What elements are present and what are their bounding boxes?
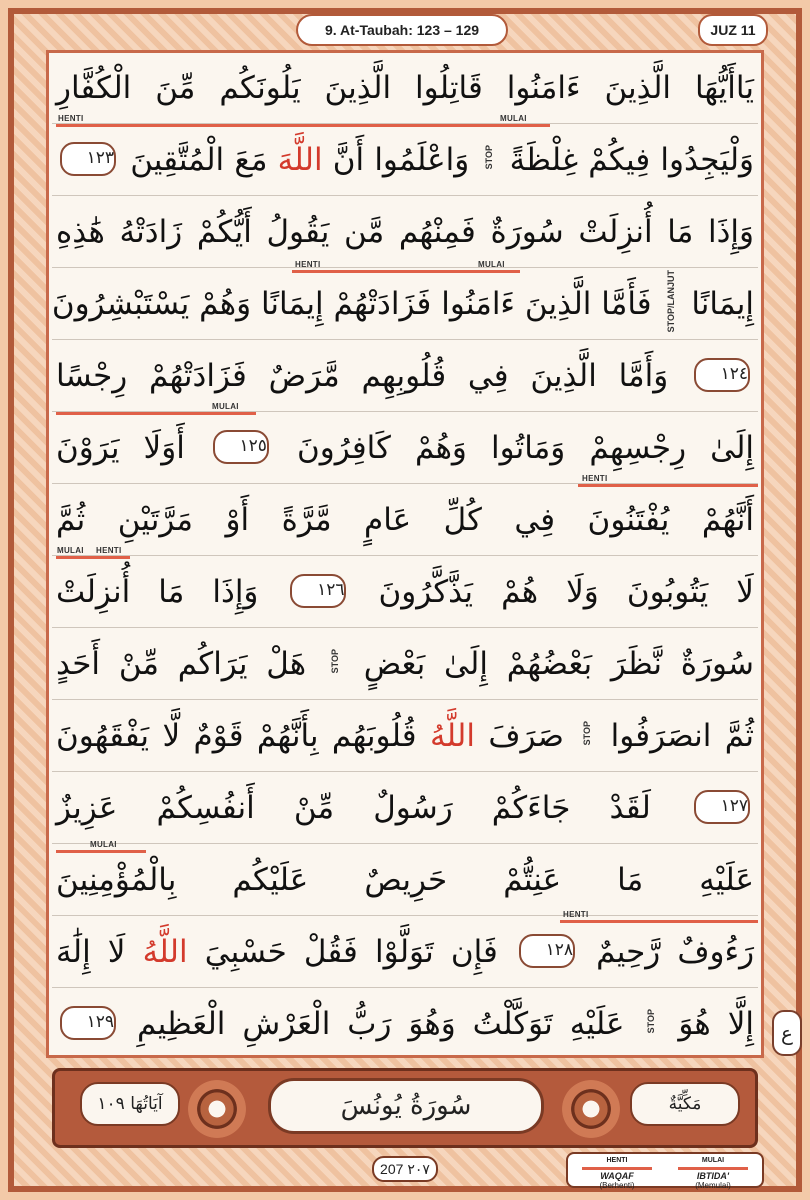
quran-line-7	[52, 484, 758, 556]
legend-henti-tag: HENTI	[606, 1157, 628, 1164]
waqf-mulai-label: MULAI	[500, 114, 527, 123]
juz-indicator: JUZ 11	[698, 14, 768, 46]
divine-name: اللَّهَ	[277, 142, 323, 178]
verse-text: مَعَ الْمُتَّقِينَ	[130, 142, 268, 178]
waqf-range-bar	[56, 850, 146, 853]
waqf-range-bar	[120, 124, 550, 127]
verse-text: فَأَمَّا الَّذِينَ ءَامَنُوا فَزَادَتْهُمْ إِيمَانًا وَهُمْ يَسْتَبْشِرُونَ	[52, 286, 652, 322]
stop-lanjut-mark: STOP/LANJUT	[666, 270, 677, 333]
quran-line-3	[52, 196, 758, 268]
stop-mark: STOP	[646, 1009, 657, 1034]
quran-line-5	[52, 340, 758, 412]
waqf-mulai-label: MULAI	[212, 402, 239, 411]
verse-text: عَلَيْهِ مَا عَنِتُّمْ حَرِيصٌ عَلَيْكُم بِالْمُؤْمِنِينَ	[56, 862, 754, 898]
legend-ibtida	[668, 1156, 758, 1191]
page-number-arabic: ٢٠٧	[407, 1160, 430, 1177]
waqf-range-bar	[56, 412, 256, 415]
ayah-number-marker: ١٢٥	[213, 430, 269, 464]
waqf-mulai-label: MULAI	[57, 546, 84, 555]
ayah-number-marker: ١٢٧	[694, 790, 750, 824]
quran-line-1	[52, 52, 758, 124]
divine-name: اللَّهُ	[142, 934, 188, 970]
verse-text: وَإِذَا مَا أُنزِلَتْ سُورَةٌ فَمِنْهُم مَّن يَقُولُ أَيُّكُمْ زَادَتْهُ هَٰذِهِ	[56, 214, 754, 250]
verse-text: وَإِذَا مَا أُنزِلَتْ	[56, 574, 259, 610]
waqf-henti-label: HENTI	[295, 260, 321, 269]
legend-waqaf-label: WAQAF	[600, 1171, 634, 1181]
ayah-number-marker: ١٢٤	[694, 358, 750, 392]
quran-line-10	[52, 700, 758, 772]
waqf-range-bar	[578, 484, 758, 487]
quran-line-2	[52, 124, 758, 196]
ayah-number-marker: ١٢٦	[290, 574, 346, 608]
verse-text: ثُمَّ انصَرَفُوا	[610, 718, 754, 754]
ayah-number-marker: ١٢٣	[60, 142, 116, 176]
legend-berhenti-label: (Berhenti)	[599, 1181, 635, 1190]
divine-name: اللَّهُ	[429, 718, 475, 754]
quran-line-14	[52, 988, 758, 1060]
stop-mark: STOP	[484, 145, 495, 170]
verse-text: وَاعْلَمُوا أَنَّ	[332, 142, 470, 178]
verse-text: إِلَىٰ رِجْسِهِمْ وَمَاتُوا وَهُمْ كَافِرُونَ	[297, 430, 755, 466]
ayat-count: آيَاتُهَا ١٠٩	[80, 1082, 180, 1126]
quran-line-9	[52, 628, 758, 700]
waqf-henti-label: HENTI	[58, 114, 84, 123]
verse-text: قُلُوبَهُم بِأَنَّهُمْ قَوْمٌ لَّا يَفْقَهُونَ	[56, 718, 417, 754]
verse-text: أَوَلَا يَرَوْنَ	[56, 430, 185, 466]
verse-text: لَا يَتُوبُونَ وَلَا هُمْ يَذَّكَّرُونَ	[378, 574, 754, 610]
waqf-henti-label: HENTI	[96, 546, 122, 555]
quran-line-11	[52, 772, 758, 844]
waqf-henti-label: HENTI	[563, 910, 589, 919]
verse-text: عَلَيْهِ تَوَكَّلْتُ وَهُوَ رَبُّ الْعَرْشِ الْعَظِيمِ	[136, 1006, 625, 1042]
waqf-henti-bar	[56, 124, 120, 127]
legend-bar	[582, 1167, 652, 1170]
surah-revelation-type: مَكِّيَّةٌ	[630, 1082, 740, 1126]
stop-mark: STOP	[329, 649, 340, 674]
waqf-henti-label: HENTI	[582, 474, 608, 483]
legend-memulai-label: (Memulai)	[695, 1181, 731, 1190]
legend-ibtida-label: IBTIDA'	[696, 1171, 730, 1181]
page-number	[372, 1156, 438, 1182]
ruku-marker: ع	[772, 1010, 802, 1056]
waqf-mulai-label: MULAI	[90, 840, 117, 849]
verse-text: إِيمَانًا	[691, 286, 754, 322]
verse-text: وَأَمَّا الَّذِينَ فِي قُلُوبِهِم مَّرَضٌ فَزَادَتْهُمْ رِجْسًا	[56, 358, 669, 394]
page-number-latin: 207	[380, 1161, 404, 1177]
surah-title: سُورَةُ يُونُسَ	[268, 1078, 544, 1134]
verse-text: صَرَفَ	[488, 718, 564, 754]
verse-text: لَا إِلَٰهَ	[56, 934, 126, 970]
quran-line-12	[52, 844, 758, 916]
verse-text: لَقَدْ جَاءَكُمْ رَسُولٌ مِّنْ أَنفُسِكُمْ عَزِيزٌ	[56, 790, 651, 826]
verse-text: يَاأَيُّهَا الَّذِينَ ءَامَنُوا قَاتِلُوا الَّذِينَ يَلُونَكُم مِّنَ الْكُفَّارِ	[56, 70, 754, 106]
legend-bar	[678, 1167, 748, 1170]
legend-waqaf	[572, 1156, 662, 1191]
verse-text: فَإِن تَوَلَّوْا فَقُلْ حَسْبِيَ	[204, 934, 498, 970]
surah-range-header: 9. At-Taubah: 123 – 129	[296, 14, 508, 46]
waqf-range-bar	[560, 920, 758, 923]
quran-line-13	[52, 916, 758, 988]
verse-text: سُورَةٌ نَّظَرَ بَعْضُهُمْ إِلَىٰ بَعْضٍ	[363, 646, 755, 682]
ayah-number-marker: ١٢٨	[519, 934, 575, 968]
quran-line-6	[52, 412, 758, 484]
ornament-icon	[188, 1080, 246, 1138]
quran-line-8	[52, 556, 758, 628]
ornament-icon	[562, 1080, 620, 1138]
verse-text: وَلْيَجِدُوا فِيكُمْ غِلْظَةً	[509, 142, 755, 178]
waqf-range-bar	[56, 556, 130, 559]
waqf-range-bar	[292, 270, 520, 273]
stop-mark: STOP	[582, 721, 593, 746]
legend-mulai-tag: MULAI	[701, 1157, 725, 1164]
waqf-mulai-label: MULAI	[478, 260, 505, 269]
ayah-number-marker: ١٢٩	[60, 1006, 116, 1040]
quran-line-4	[52, 268, 758, 340]
verse-text: إِلَّا هُوَ	[678, 1006, 755, 1042]
verse-text: هَلْ يَرَاكُم مِّنْ أَحَدٍ	[56, 646, 307, 682]
waqf-legend	[566, 1152, 764, 1188]
verse-text: رَءُوفٌ رَّحِيمٌ	[596, 934, 755, 970]
verse-text: أَنَّهُمْ يُفْتَنُونَ فِي كُلِّ عَامٍ مَّرَّةً أَوْ مَرَّتَيْنِ ثُمَّ	[56, 502, 754, 538]
